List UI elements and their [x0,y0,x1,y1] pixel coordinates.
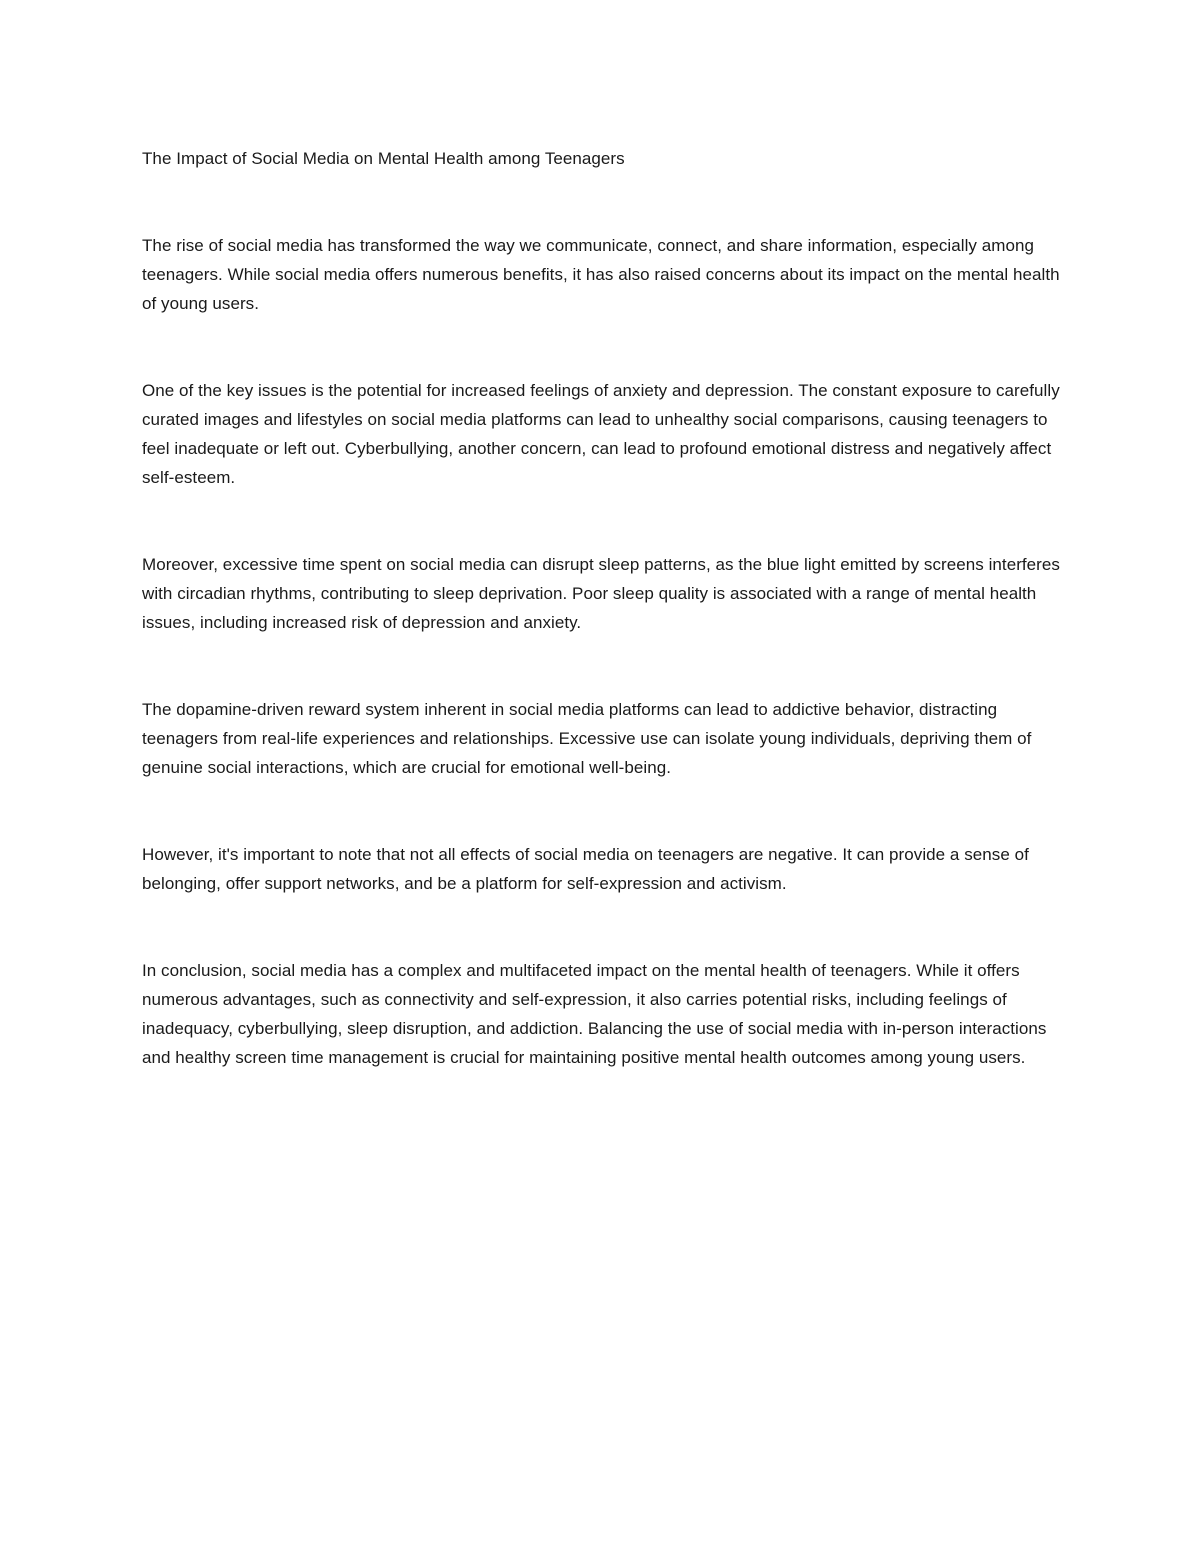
paragraph-conclusion: In conclusion, social media has a complex and multifaceted impact on the mental health of teenagers. While it offers numerous advantages, such as connectivity and self-expression, it also carries potential risks, including feelings of inadequacy, cyberbullying, sleep disruption, and addiction. Balancing the use of social media with in-person interactions and healthy screen time management is crucial for maintaining positive mental health outcomes among young users. [142,961,1047,1067]
paragraph-anxiety-depression: One of the key issues is the potential for increased feelings of anxiety and depression. The constant exposure to carefully curated images and lifestyles on social media platforms can lead to unhealthy social comparisons, causing teenagers to feel inadequate or left out. Cyberbullying, another concern, can lead to profound emotional distress and negatively affect self-esteem. [142,381,1060,487]
document-title: The Impact of Social Media on Mental Health among Teenagers [142,149,625,168]
paragraph-positive-effects: However, it's important to note that not all effects of social media on teenagers are negative. It can provide a sense of belonging, offer support networks, and be a platform for self-expression and activism. [142,845,1029,893]
paragraph-introduction: The rise of social media has transformed the way we communicate, connect, and share information, especially among teenagers. While social media offers numerous benefits, it has also raised concerns about its impact on the mental health of young users. [142,236,1060,313]
paragraph-addiction: The dopamine-driven reward system inherent in social media platforms can lead to addictive behavior, distracting teenagers from real-life experiences and relationships. Excessive use can isolate young individuals, depriving them of genuine social interactions, which are crucial for emotional well-being. [142,700,1032,777]
paragraph-sleep: Moreover, excessive time spent on social media can disrupt sleep patterns, as the blue light emitted by screens interferes with circadian rhythms, contributing to sleep deprivation. Poor sleep quality is associated with a range of mental health issues, including increased risk of depression and anxiety. [142,555,1060,632]
document-body [142,144,1062,1072]
